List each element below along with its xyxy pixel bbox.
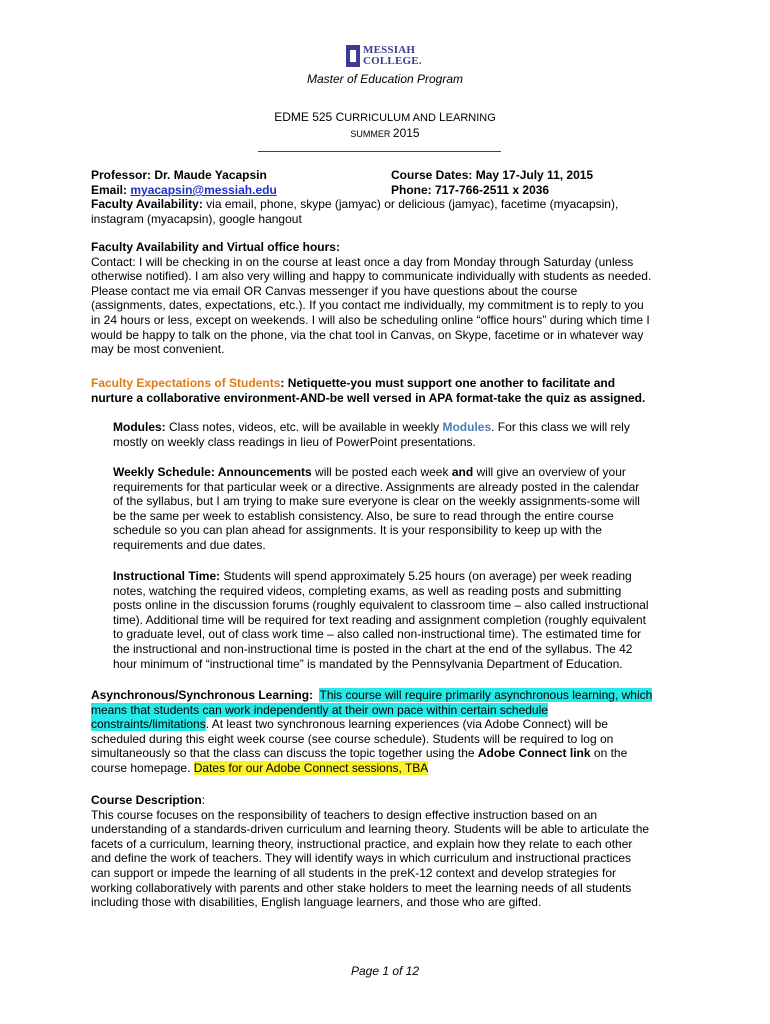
logo-line-1: MESSIAH	[363, 44, 416, 56]
college-logo	[346, 45, 426, 71]
adobe-dates-highlight: Dates for our Adobe Connect sessions, TBA	[193, 760, 429, 775]
async-highlight-3: constraints/limitations	[91, 717, 206, 732]
modules-highlight: Modules	[442, 420, 492, 434]
virtual-office-heading: Faculty Availability and Virtual office hours:	[91, 240, 340, 254]
virtual-line: (assignments, dates, expectations, etc.). If you contact me individually, my commitment is to reply to you	[91, 298, 644, 313]
weekly-and: and	[451, 465, 474, 479]
instructional-text-a: Students will spend approximately 5.25 hours (on average) per week reading	[220, 569, 632, 583]
async-label: Asynchronous/Synchronous Learning:	[91, 688, 314, 702]
weekly-label: Weekly Schedule: Announcements	[113, 465, 312, 479]
email-row	[91, 183, 277, 198]
weekly-line: of the syllabus, but I am trying to make sure everyone is clear on the weekly assignments-some will	[113, 494, 640, 509]
async-line-6a: course homepage.	[91, 760, 194, 775]
weekly-text-a: will be posted each week	[311, 465, 452, 479]
program-name: Master of Education Program	[306, 72, 464, 86]
virtual-line: Contact: I will be checking in on the course at least once a day from Monday through Saturday (unless	[91, 254, 634, 269]
expectations-text-2: nurture a collaborative environment-AND-be well versed in APA format-take the quiz as assigned.	[91, 390, 646, 405]
course-title-part-2: EARNING	[445, 112, 496, 124]
description-line: This course focuses on the responsibility of teachers to design effective instruction based on an	[91, 807, 598, 822]
description-colon: :	[201, 793, 206, 807]
async-highlight-2: means that students can work independently at their own pace within certain schedule	[91, 702, 548, 717]
course-title	[0, 110, 770, 126]
phone-row	[391, 183, 549, 198]
expectations-label: Faculty Expectations of Students	[91, 376, 281, 390]
availability-label: Faculty Availability:	[91, 197, 203, 211]
weekly-text-b: will give an overview of your	[473, 465, 626, 479]
virtual-line: otherwise notified). I am also very willing and happy to communicate individually with students as needed.	[91, 269, 652, 284]
instructional-line: to graduate level, out of class work time – also called non-instructional time). The estimated time for	[113, 627, 642, 642]
course-term	[0, 126, 770, 142]
expectations-section	[91, 376, 691, 405]
college-crest-icon	[346, 45, 360, 67]
modules-line-2: mostly on weekly class readings in lieu of PowerPoint presentations.	[113, 434, 476, 449]
term-year: 2015	[392, 126, 420, 140]
weekly-line: requirements and due dates.	[113, 537, 266, 552]
description-line: and define the work of teachers. They will identify ways in which curriculum and instructional practices	[91, 851, 632, 866]
async-line-5a: simultaneously so that the class can discuss the topic together using the	[91, 746, 478, 761]
virtual-line: may be most convenient.	[91, 342, 225, 357]
weekly-line: be the same per week to establish consistency. Also, be sure to read through the entire course	[113, 508, 614, 523]
course-description-section	[91, 793, 691, 910]
instructional-line: hour minimum of “instructional time” is mandated by the Pennsylvania Department of Education.	[113, 656, 623, 671]
course-title-initial-c: C	[335, 110, 345, 124]
course-dates	[391, 168, 593, 183]
weekly-line: requirements for that particular week or a directive. Assignments are already posted in the calendar	[113, 479, 640, 494]
weekly-schedule-section	[113, 465, 673, 553]
term-season: SUMMER	[350, 129, 393, 139]
async-learning-section	[91, 688, 691, 776]
description-line: working collaboratively with parents and other stake holders to meet the learning needs of all students	[91, 880, 632, 895]
page-number: Page 1 of 12	[350, 964, 420, 978]
expectations-text-1: Netiquette-you must support one another to facilitate and	[287, 376, 616, 390]
instructional-line: posts online in the discussion forums (roughly equivalent to classroom time – also called instructional	[113, 598, 649, 613]
email-label: Email:	[91, 183, 131, 197]
weekly-line: schedule so you can plan ahead for assignments. It is your responsibility to keep up with the	[113, 523, 602, 538]
modules-section	[113, 420, 673, 449]
expectations-colon: :	[280, 376, 288, 390]
modules-label: Modules:	[113, 420, 166, 434]
phone-text: Phone: 717-766-2511 x 2036	[391, 183, 550, 197]
course-title-part-1: URRICULUM AND	[344, 112, 439, 124]
course-code: EDME 525	[274, 110, 336, 124]
course-title-initial-l: L	[438, 110, 446, 124]
logo-line-2: COLLEGE.	[363, 54, 422, 67]
virtual-line: would be happy to talk on the phone, via the chat tool in Canvas, on Skype, facetime or in whatever way	[91, 327, 644, 342]
adobe-connect-link-text: Adobe Connect link	[477, 746, 591, 761]
async-line-4: scheduled during this eight week course (see course schedule). Students will be required to log on	[91, 731, 614, 746]
description-label: Course Description	[91, 793, 202, 807]
async-line-5c: on the	[590, 746, 628, 761]
async-highlight-1: This course will require primarily asynchronous learning, which	[319, 688, 653, 702]
description-line: can support or impede the learning of all students in the preK-12 context and develop strategies for	[91, 865, 616, 880]
instructional-line: the instructional and non-instructional time is posted in the chart at the end of the syllabus. The 42	[113, 641, 633, 656]
async-text-3: . At least two synchronous learning experiences (via Adobe Connect) will be	[205, 717, 608, 732]
faculty-availability	[91, 197, 691, 226]
professor-name	[91, 168, 267, 183]
modules-text-a: Class notes, videos, etc. will be available in weekly	[165, 420, 443, 434]
instructional-label: Instructional Time:	[113, 569, 221, 583]
instructional-time-section	[113, 569, 673, 671]
virtual-line: Please contact me via email OR Canvas messenger if you have questions about the course	[91, 283, 578, 298]
logo-text	[363, 45, 422, 66]
instructional-line: time). Additional time will be required for text reading and assignment completion (roughly equivalent	[113, 612, 646, 627]
description-line: understanding of a standards-driven curriculum and learning theory. Students will be able to articulate the	[91, 822, 650, 837]
professor-label: Professor: Dr. Maude Yacapsin	[91, 168, 267, 182]
availability-text-2: instagram (myacapsin), google hangout	[91, 211, 302, 226]
virtual-office-section	[91, 240, 691, 357]
description-line: facets of a curriculum, learning theory, instructional practice, and explain how they relate to each other	[91, 836, 633, 851]
header-divider	[258, 151, 501, 152]
description-line: including those with disabilities, English language learners, and those who are gifted.	[91, 895, 542, 910]
email-link[interactable]: myacapsin@messiah.edu	[130, 183, 277, 197]
modules-text-b: . For this class we will rely	[491, 420, 630, 434]
course-dates-text: Course Dates: May 17-July 11, 2015	[391, 168, 594, 182]
availability-text: via email, phone, skype (jamyac) or delicious (jamyac), facetime (myacapsin),	[202, 197, 619, 211]
instructional-line: notes, watching the required videos, completing exams, as well as reading posts and submitting	[113, 583, 622, 598]
virtual-line: in 24 hours or less, except on weekends. I will also be scheduling online “office hours” during which time I	[91, 312, 650, 327]
